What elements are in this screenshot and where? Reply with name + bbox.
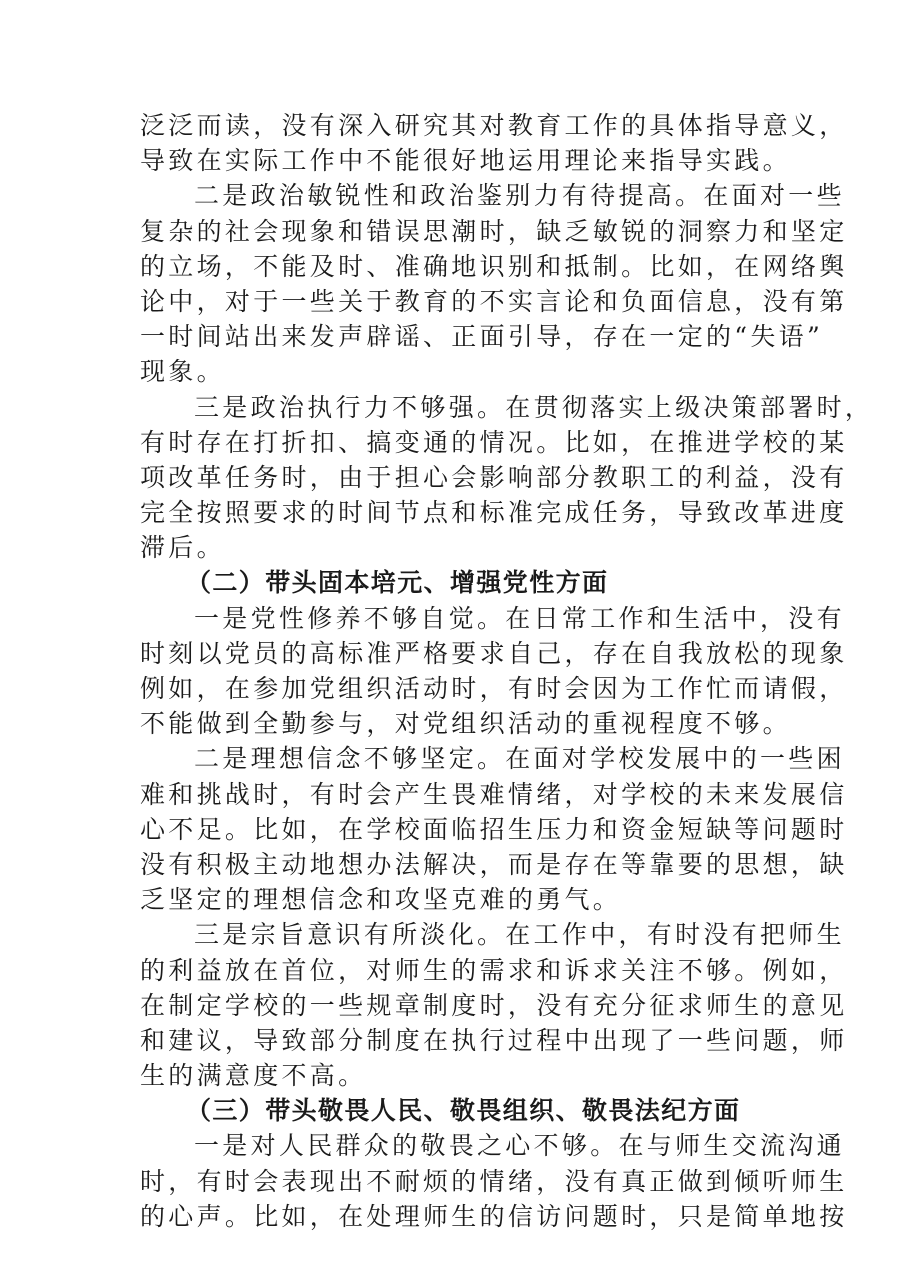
text-line: 项改革任务时，由于担心会影响部分教职工的利益，没有	[140, 462, 848, 492]
text-line: 二是理想信念不够坚定。在面对学校发展中的一些困	[194, 744, 845, 774]
text-line: 在制定学校的一些规章制度时，没有充分征求师生的意见	[140, 990, 848, 1020]
text-line: 现象。	[140, 357, 225, 387]
text-line: 一时间站出来发声辟谣、正面引导，存在一定的“失语”	[140, 322, 824, 352]
text-line: 论中，对于一些关于教育的不实言论和负面信息，没有第	[140, 286, 848, 316]
text-line: 难和挑战时，有时会产生畏难情绪，对学校的未来发展信	[140, 779, 848, 809]
text-line: 心不足。比如，在学校面临招生压力和资金短缺等问题时	[140, 814, 848, 844]
text-line: 泛泛而读，没有深入研究其对教育工作的具体指导意义，	[140, 111, 848, 140]
text-line: 生的满意度不高。	[140, 1061, 367, 1091]
text-line: 例如，在参加党组织活动时，有时会因为工作忙而请假，	[140, 674, 848, 703]
text-line: 的立场，不能及时、准确地识别和抵制。比如，在网络舆	[140, 251, 848, 281]
text-line: 一是对人民群众的敬畏之心不够。在与师生交流沟通	[194, 1131, 845, 1161]
text-line: 三是宗旨意识有所淡化。在工作中，有时没有把师生	[194, 920, 845, 950]
document-body	[140, 108, 874, 1234]
text-line: 导致在实际工作中不能很好地运用理论来指导实践。	[140, 146, 791, 176]
text-line: 三是政治执行力不够强。在贯彻落实上级决策部署时，	[194, 392, 874, 422]
text-line: 和建议，导致部分制度在执行过程中出现了一些问题，师	[140, 1025, 848, 1055]
text-line: 的利益放在首位，对师生的需求和诉求关注不够。例如，	[140, 955, 848, 985]
text-line: 复杂的社会现象和错误思潮时，缺乏敏锐的洞察力和坚定	[140, 216, 848, 246]
text-line: 一是党性修养不够自觉。在日常工作和生活中，没有	[194, 603, 845, 633]
text-line: 完全按照要求的时间节点和标准完成任务，导致改革进度	[140, 498, 848, 528]
text-line: 时刻以党员的高标准严格要求自己，存在自我放松的现象	[140, 638, 848, 668]
text-line: 不能做到全勤参与，对党组织活动的重视程度不够。	[140, 709, 791, 739]
text-line: 有时存在打折扣、搞变通的情况。比如，在推进学校的某	[140, 427, 848, 457]
text-line: 滞后。	[140, 533, 225, 563]
section-heading: （三）带头敬畏人民、敬畏组织、敬畏法纪方面	[186, 1096, 741, 1126]
text-line: 没有积极主动地想办法解决，而是存在等靠要的思想，缺	[140, 849, 848, 879]
text-line: 的心声。比如，在处理师生的信访问题时，只是简单地按	[140, 1201, 848, 1231]
section-heading: （二）带头固本培元、增强党性方面	[186, 568, 609, 598]
text-line: 乏坚定的理想信念和攻坚克难的勇气。	[140, 885, 622, 915]
text-line: 二是政治敏锐性和政治鉴别力有待提高。在面对一些	[194, 181, 845, 211]
text-line: 时，有时会表现出不耐烦的情绪，没有真正做到倾听师生	[140, 1166, 848, 1196]
